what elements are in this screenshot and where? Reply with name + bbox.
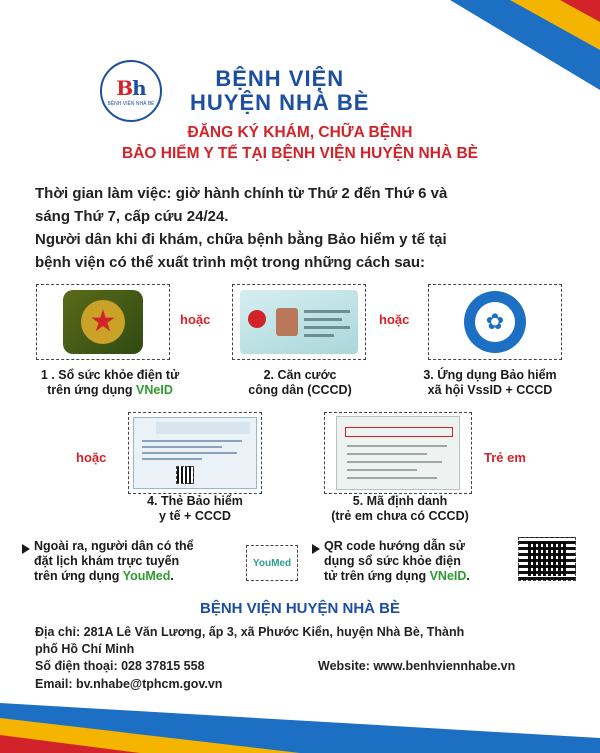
note-qr: QR code hướng dẫn sử dụng sổ sức khỏe điện tử trên ứng dụng VNeID. <box>324 539 470 583</box>
top-right-decoration <box>420 0 600 110</box>
or-label-1: hoặc <box>180 312 211 327</box>
footer-website[interactable]: Website: www.benhviennhabe.vn <box>318 659 516 673</box>
footer-phone: Số điện thoại: 028 37815 558 <box>35 659 205 673</box>
card-personal-id <box>324 412 472 494</box>
citizen-id-card-icon <box>240 290 358 354</box>
or-label-2: hoặc <box>379 312 410 327</box>
vneid-app-icon: ★ <box>63 290 143 354</box>
or-label-3: hoặc <box>76 450 107 465</box>
bullet-arrow-icon <box>312 544 320 554</box>
intro-line2: sáng Thứ 7, cấp cứu 24/24. <box>35 208 229 225</box>
qr-code-icon[interactable] <box>518 537 576 581</box>
card-health-insurance <box>128 412 262 494</box>
vssid-logo-icon: ✿ <box>464 291 526 353</box>
intro-line4: bệnh viện có thể xuất trình một trong những cách sau: <box>35 254 426 271</box>
health-insurance-card-icon <box>133 417 257 489</box>
intro-line3: Người dân khi đi khám, chữa bệnh bằng Bảo hiểm y tế tại <box>35 231 447 248</box>
intro-line1: Thời gian làm việc: giờ hành chính từ Thứ 2 đến Thứ 6 và <box>35 185 448 202</box>
hospital-name-line2: HUYỆN NHÀ BÈ <box>190 90 370 115</box>
footer-address: Địa chỉ: 281A Lê Văn Lương, ấp 3, xã Phước Kiển, huyện Nhà Bè, Thành phố Hồ Chí Minh <box>35 625 465 656</box>
logo-mark-icon: Bh <box>116 75 146 100</box>
card-cccd <box>232 284 366 360</box>
footer-title: BỆNH VIỆN HUYỆN NHÀ BÈ <box>199 600 401 617</box>
hospital-name <box>190 67 369 115</box>
caption-opt4: 4. Thẻ Bảo hiểm y tế + CCCD <box>147 494 243 523</box>
card-vneid <box>36 284 170 360</box>
caption-opt5: 5. Mã định danh (trẻ em chưa có CCCD) <box>331 494 469 523</box>
note-youmed: Ngoài ra, người dân có thể đặt lịch khám trực tuyến trên ứng dụng YouMed. <box>34 539 194 583</box>
bottom-decoration <box>0 693 600 753</box>
card-vssid <box>428 284 562 360</box>
intro-text <box>35 182 575 274</box>
title-line2: BẢO HIỂM Y TẾ TẠI BỆNH VIỆN HUYỆN NHÀ BÈ <box>122 145 478 162</box>
logo-text: BỆNH VIỆN NHÀ BÈ <box>107 100 155 107</box>
hospital-name-line1: BỆNH VIỆN <box>215 66 345 91</box>
caption-opt3: 3. Ứng dụng Bảo hiểm xã hội VssID + CCCD <box>423 368 557 397</box>
caption-opt2: 2. Căn cước công dân (CCCD) <box>248 368 352 397</box>
personal-id-document-icon <box>336 416 460 490</box>
child-label: Trẻ em <box>484 450 526 465</box>
hospital-logo <box>100 60 162 122</box>
bullet-arrow-icon <box>22 544 30 554</box>
page-title <box>0 122 600 164</box>
header <box>100 60 369 122</box>
caption-opt1: 1 . Sổ sức khỏe điện tử trên ứng dụng VNeID <box>40 368 180 397</box>
title-line1: ĐĂNG KÝ KHÁM, CHỮA BỆNH <box>187 124 413 141</box>
footer-email[interactable]: Email: bv.nhabe@tphcm.gov.vn <box>35 677 223 691</box>
youmed-badge: YouMed <box>246 545 298 581</box>
